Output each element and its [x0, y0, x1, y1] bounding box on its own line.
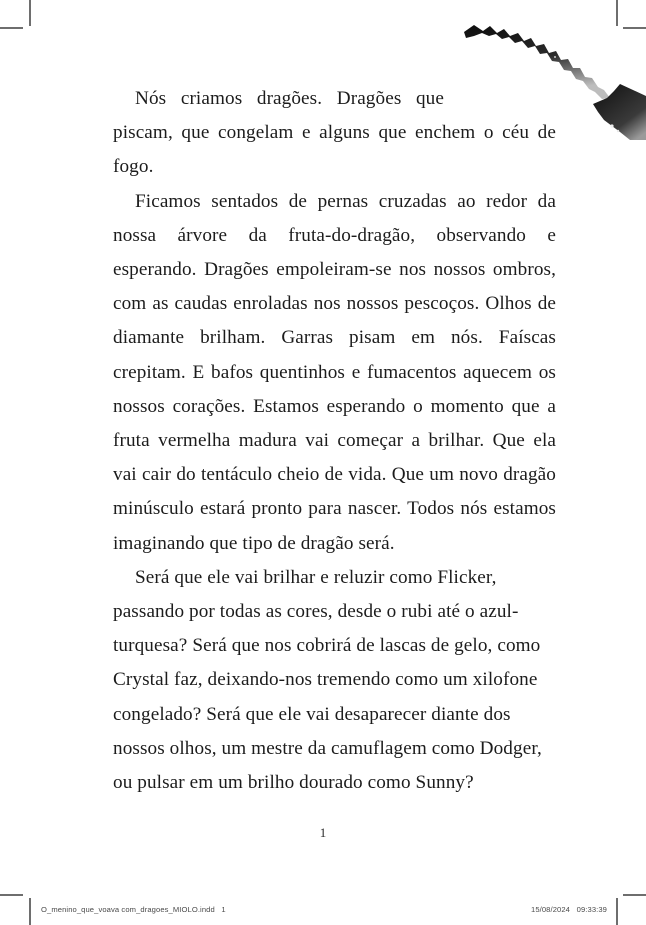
- page-number: 1: [319, 825, 327, 840]
- print-slug-footer: [0, 905, 646, 921]
- body-text-block: [113, 82, 556, 800]
- crop-mark-bottom-left-horizontal: [0, 894, 23, 896]
- print-timestamp: 15/08/2024 09:33:39: [531, 905, 607, 914]
- paragraph-2: Ficamos sentados de pernas cruzadas ao redor da nossa árvore da fruta-do-dragão, observando e esperando. Dragões empoleiram-se nos nossos ombros, com as caudas enroladas nos nossos pescoços. Olhos de diamante brilham. Garras pisam em nós. Faíscas crepitam. E bafos quentinhos e fumacentos aquecem os nossos corações. Estamos esperando o momento que a fruta vermelha madura vai começar a brilhar. Que ela vai cair do tentáculo cheio de vida. Que um novo dragão minúsculo estará pronto para nascer. Todos nós estamos imaginando que tipo de dragão será.: [113, 190, 556, 554]
- source-file-name: O_menino_que_voava com_dragoes_MIOLO.indd 1: [41, 905, 226, 914]
- crop-mark-top-left-vertical: [29, 0, 31, 26]
- crop-mark-top-right-horizontal: [623, 27, 646, 29]
- torn-art-text-wrap-spacer: [444, 82, 556, 116]
- crop-mark-top-right-vertical: [616, 0, 618, 26]
- paragraph-1-text: Nós criamos dragões. Dragões que piscam, que congelam e alguns que enchem o céu de fogo.: [113, 88, 556, 178]
- crop-mark-bottom-right-horizontal: [623, 894, 646, 896]
- crop-mark-top-left-horizontal: [0, 27, 23, 29]
- paragraph-3: Será que ele vai brilhar e reluzir como Flicker, passando por todas as cores, desde o rubi até o azul-turquesa? Será que nos cobrirá de lascas de gelo, como Crystal faz, deixando-nos tremendo como um xilofone congelado? Será que ele vai desaparecer diante dos nossos olhos, um mestre da camuflagem como Dodger, ou pulsar em um brilho dourado como Sunny?: [113, 566, 542, 794]
- paragraph-1: [113, 82, 556, 185]
